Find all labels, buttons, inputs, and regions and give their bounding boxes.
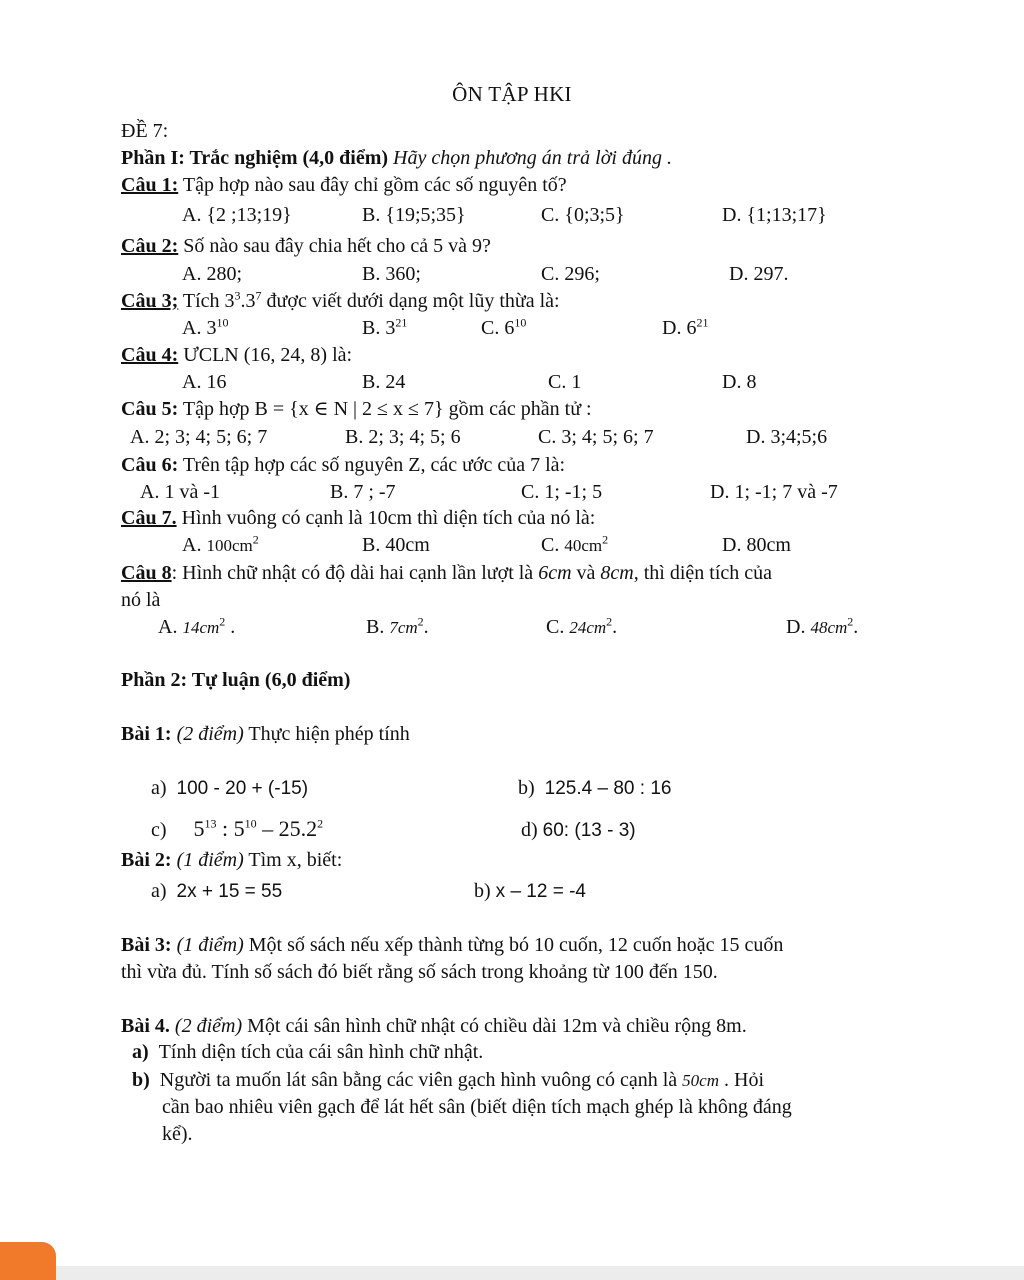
part1-heading-line — [121, 148, 672, 168]
q2-option-a: A. 280; — [182, 263, 242, 285]
q3-option-b: B. $3^{21}$ — [362, 315, 408, 339]
question-2 — [121, 236, 491, 256]
exam-number: ĐỀ 7: — [121, 120, 169, 142]
corner-tab — [0, 1242, 56, 1280]
question-text-pre: Tích — [182, 290, 220, 312]
q6-option-a: A. 1 và -1 — [140, 481, 220, 503]
question-text: Trên tập hợp các số nguyên Z, các ước của 7 là: — [182, 454, 566, 476]
bai2-b: b) x – 12 = -4 — [474, 880, 586, 902]
question-text: Số nào sau đây chia hết cho cả 5 và 9? — [183, 235, 491, 257]
bai3-continued: thì vừa đủ. Tính số sách đó biết rằng số sách trong khoảng từ 100 đến 150. — [121, 961, 718, 983]
question-8-continued: nó là — [121, 589, 161, 611]
question-label: Câu 8 — [121, 562, 172, 584]
q4-option-d: D. 8 — [722, 371, 757, 393]
bai-2: Bài 2: (1 điểm) Tìm x, biết: — [121, 849, 343, 871]
part1-instruction: Hãy chọn phương án trả lời đúng . — [393, 147, 672, 169]
q5-option-b: B. 2; 3; 4; 5; 6 — [345, 426, 461, 448]
question-text: ƯCLN (16, 24, 8) là: — [183, 344, 353, 366]
bai4-b: b) Người ta muốn lát sân bằng các viên gạch hình vuông có cạnh là 50cm . Hỏi — [132, 1069, 764, 1091]
q2-option-c: C. 296; — [541, 263, 600, 285]
bai1-c: c) $5^{13}$ : $5^{10} - 25.2^2$ — [151, 816, 324, 841]
q7-option-d: D. 80cm — [722, 534, 791, 556]
power-expression: $3^3.3^7$ — [224, 288, 262, 312]
question-5 — [121, 399, 592, 419]
question-label: Câu 5: — [121, 398, 179, 420]
bai-1: Bài 1: (2 điểm) Thực hiện phép tính — [121, 723, 410, 745]
q1-option-c: C. {0;3;5} — [541, 204, 625, 226]
question-label: Câu 6: — [121, 454, 179, 476]
bai2-a: a) 2x + 15 = 55 — [151, 880, 283, 902]
page-title: ÔN TẬP HKI — [452, 82, 572, 106]
part1-heading: Phần I: Trắc nghiệm (4,0 điểm) — [121, 147, 389, 169]
question-8: Câu 8: Hình chữ nhật có độ dài hai cạnh lần lượt là 6cm và 8cm, thì diện tích của — [121, 562, 773, 584]
q8-option-c: C. $24cm^2$. — [546, 614, 618, 638]
q8-option-a: A. $14cm^2$ . — [158, 614, 236, 638]
q4-option-c: C. 1 — [548, 371, 582, 393]
power-expression: $5^{13}$ : $5^{10} - 25.2^2$ — [193, 816, 324, 841]
question-text: Hình vuông có cạnh là 10cm thì diện tích của nó là: — [181, 507, 596, 529]
q2-option-d: D. 297. — [729, 263, 789, 285]
q6-option-b: B. 7 ; -7 — [330, 481, 396, 503]
bai-3: Bài 3: (1 điểm) Một số sách nếu xếp thành từng bó 10 cuốn, 12 cuốn hoặc 15 cuốn — [121, 934, 784, 956]
q3-option-a: A. $3^{10}$ — [182, 315, 229, 339]
question-text-post: được viết dưới dạng một lũy thừa là: — [266, 290, 560, 312]
question-label: Câu 4: — [121, 344, 179, 366]
q1-option-d: D. {1;13;17} — [722, 204, 827, 226]
question-label: Câu 3; — [121, 290, 179, 312]
q6-option-c: C. 1; -1; 5 — [521, 481, 603, 503]
bai4-b-end: kể). — [162, 1123, 193, 1145]
q4-option-a: A. 16 — [182, 371, 227, 393]
q7-option-a: A. $100cm^2$ — [182, 532, 259, 556]
q8-option-b: B. $7cm^2$. — [366, 614, 429, 638]
question-4 — [121, 345, 352, 365]
bai-4: Bài 4. (2 điểm) Một cái sân hình chữ nhật có chiều dài 12m và chiều rộng 8m. — [121, 1015, 747, 1037]
bai1-a: a) 100 - 20 + (-15) — [151, 777, 309, 799]
q7-option-c: C. $40cm^2$ — [541, 532, 609, 556]
q5-option-a: A. 2; 3; 4; 5; 6; 7 — [130, 426, 268, 448]
question-label: Câu 1: — [121, 174, 179, 196]
q5-option-d: D. 3;4;5;6 — [746, 426, 828, 448]
question-text: Tập hợp nào sau đây chỉ gồm các số nguyên tố? — [182, 174, 567, 196]
q5-option-c: C. 3; 4; 5; 6; 7 — [538, 426, 654, 448]
question-3 — [121, 288, 560, 312]
question-label: Câu 2: — [121, 235, 179, 257]
q3-option-c: C. $6^{10}$ — [481, 315, 527, 339]
q4-option-b: B. 24 — [362, 371, 406, 393]
q3-option-d: D. $6^{21}$ — [662, 315, 709, 339]
q1-option-a: A. {2 ;13;19} — [182, 204, 292, 226]
question-label: Câu 7. — [121, 507, 177, 529]
bai4-a: a) Tính diện tích của cái sân hình chữ nhật. — [132, 1041, 484, 1063]
q6-option-d: D. 1; -1; 7 và -7 — [710, 481, 838, 503]
question-7 — [121, 508, 595, 528]
question-6 — [121, 455, 565, 475]
bai1-b: b) 125.4 – 80 : 16 — [518, 777, 672, 799]
part2-heading: Phần 2: Tự luận (6,0 điểm) — [121, 669, 351, 691]
q7-option-b: B. 40cm — [362, 534, 430, 556]
bottom-bar — [0, 1266, 1024, 1280]
q1-option-b: B. {19;5;35} — [362, 204, 466, 226]
q8-option-d: D. $48cm^2$. — [786, 614, 859, 638]
bai4-b-continued: cần bao nhiêu viên gạch để lát hết sân (biết diện tích mạch ghép là không đáng — [162, 1096, 792, 1118]
bai1-d: d) 60: (13 - 3) — [521, 819, 636, 841]
question-text-pre: Tập hợp B = {x ∈ N | 2 ≤ x ≤ 7} — [182, 398, 444, 420]
question-1 — [121, 175, 567, 195]
q2-option-b: B. 360; — [362, 263, 421, 285]
question-text-post: gồm các phần tử : — [448, 398, 592, 420]
